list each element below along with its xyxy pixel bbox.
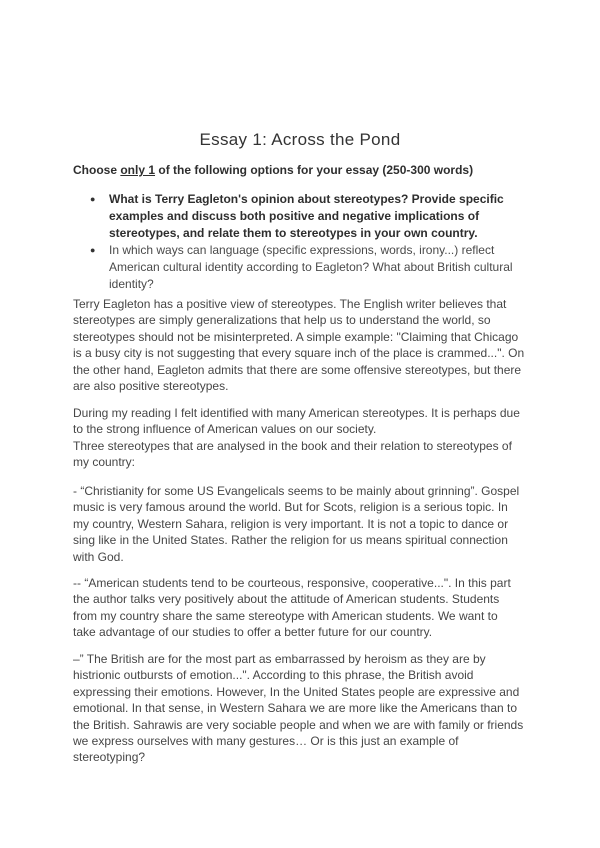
text-line: stereotyping?	[73, 750, 146, 765]
text-line: with God.	[73, 549, 124, 564]
paragraph-5	[73, 651, 533, 766]
paragraph-4	[73, 575, 533, 641]
text-line: stereotypes should not be misinterpreted. A simple example: "Claiming that Chicago	[73, 329, 519, 344]
text-line: expressing their emotions. However, In the United States people are expressive and	[73, 684, 520, 699]
text-line: Three stereotypes that are analysed in the book and their relation to stereotypes of	[73, 438, 512, 453]
instructions-emphasis: only 1	[120, 163, 156, 177]
paragraph-2	[73, 405, 533, 471]
text-line: is a busy city is not suggesting that every square inch of the place is crammed...". On	[73, 346, 525, 361]
text-line: –” The British are for the most part as embarrassed by heroism as they are by	[73, 652, 486, 666]
text-line: take advantage of our studies to offer a better future for our country.	[73, 625, 433, 640]
text-line: emotional. In that sense, in Western Sahara we are more like the Americans than to	[73, 701, 518, 716]
text-line: are also positive stereotypes.	[73, 379, 229, 394]
options-list	[90, 191, 535, 293]
option-text: What is Terry Eagleton's opinion about stereotypes? Provide specific examples and discuss both positive and negative implications of stereotypes, and relate them to stereotypes in your own country.	[109, 192, 504, 240]
paragraph-3	[73, 483, 533, 565]
text-line: to the strong influence of American values on our society.	[73, 422, 377, 437]
text-line: During my reading I felt identified with many American stereotypes. It is perhaps due	[73, 406, 520, 420]
option-text: In which ways can language (specific expressions, words, irony...) reflect American cultural identity according to Eagleton? What about British cultural identity?	[109, 243, 513, 291]
text-line: histrionic outbursts of emotion...". According to this phrase, the British avoid	[73, 668, 474, 683]
page-title: Essay 1: Across the Pond	[199, 130, 401, 149]
text-line: my country, Western Sahara, religion is very important. It is not a topic to dance or	[73, 516, 509, 531]
text-line: music is very famous around the world. But for Scots, religion is a serious topic. In	[73, 500, 508, 515]
paragraph-1	[73, 296, 533, 394]
text-line: sing like in the United States. Rather the religion for us means spiritual connection	[73, 533, 508, 548]
option-item	[90, 242, 535, 293]
instructions-prefix: Choose	[73, 163, 121, 177]
text-line: the British. Sahrawis are very sociable people and when we are with family or friends	[73, 717, 524, 732]
text-line: the other hand, Eagleton admits that there are some offensive stereotypes, but there	[73, 362, 522, 377]
text-line: Terry Eagleton has a positive view of stereotypes. The English writer believes that	[73, 297, 507, 311]
text-line: my country:	[73, 455, 136, 470]
text-line: the author talks very positively about the attitude of American students. Students	[73, 592, 500, 607]
bullet-icon: ●	[90, 194, 96, 204]
text-line: stereotypes are simply generalizations that help us to understand the world, so	[73, 313, 491, 328]
text-line: -- “American students tend to be courteous, responsive, cooperative...". In this part	[73, 576, 511, 590]
instructions	[73, 163, 473, 177]
option-item	[90, 191, 535, 242]
text-line: we express ourselves with many gestures… Or is this just an example of	[73, 734, 459, 749]
text-line: - “Christianity for some US Evangelicals seems to be mainly about grinning”. Gospel	[73, 484, 520, 498]
bullet-icon: ●	[90, 245, 96, 255]
instructions-suffix: of the following options for your essay (250-300 words)	[155, 163, 474, 177]
text-line: from my country share the same stereotype with American students. We want to	[73, 608, 498, 623]
